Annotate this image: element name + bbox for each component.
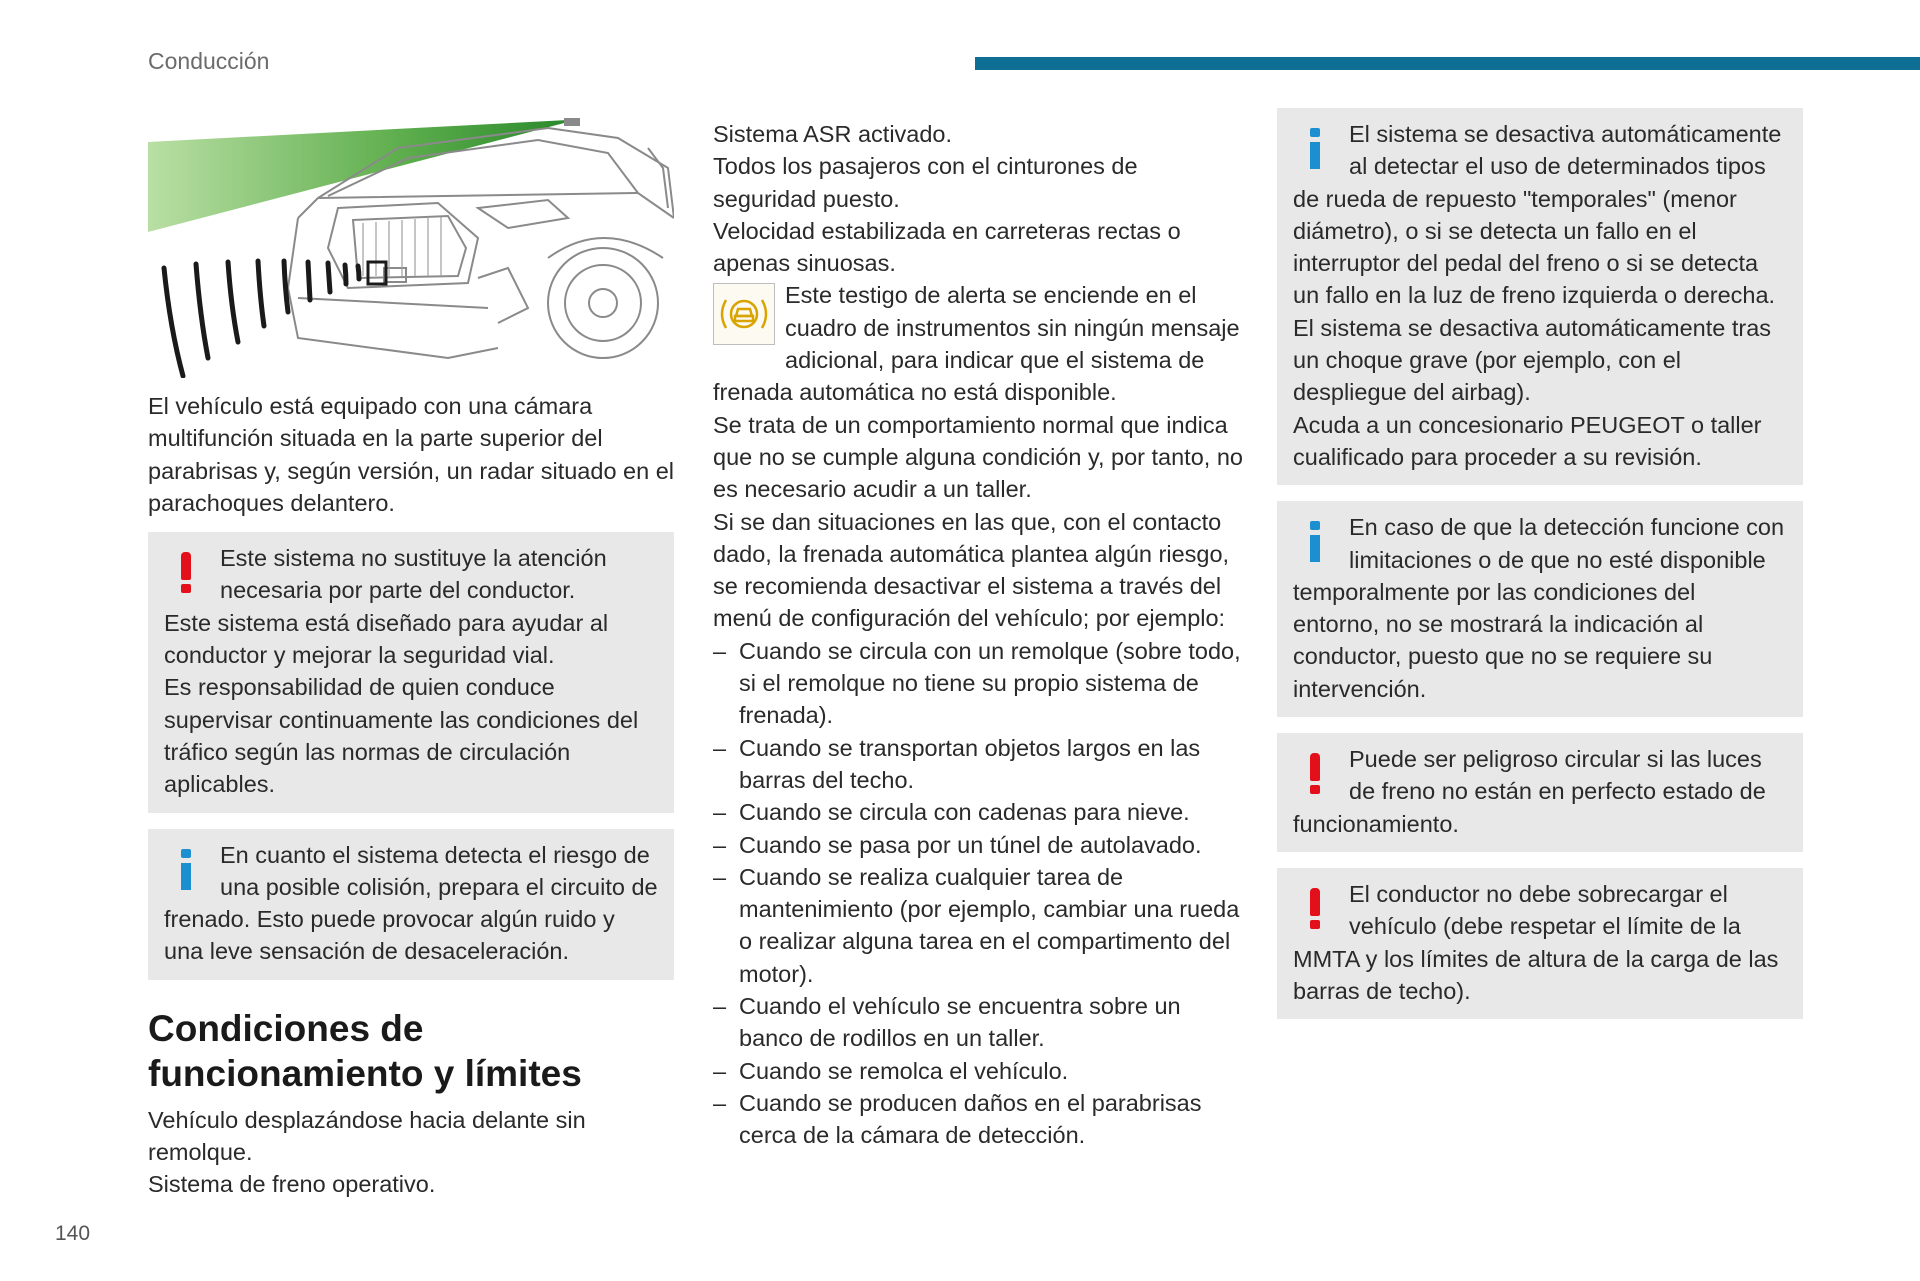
- note-text: El sistema se desactiva automáticamente al detectar el uso de determinados tipos de rueda de repuesto "temporales" (menor diámetro), o si se detecta un fallo en el interruptor del pedal del freno o si se detecta un fallo en la luz de freno izquierda o derecha.: [1293, 121, 1782, 309]
- column-1: [148, 108, 674, 1201]
- vehicle-camera-radar-illustration: [148, 108, 674, 378]
- situations-list: [713, 635, 1245, 1152]
- list-item: – Cuando se circula con un remolque (sobre todo, si el remolque no tiene su propio sistema de frenada).: [713, 637, 1241, 729]
- normal-behavior-text: Se trata de un comportamiento normal que indica que no se cumple alguna condición y, por tanto, no es necesario acudir a un taller.: [713, 411, 1243, 503]
- list-item: – Cuando se transportan objetos largos en las barras del techo.: [713, 734, 1201, 793]
- condition-item: Todos los pasajeros con el cinturones de seguridad puesto.: [713, 153, 1138, 212]
- info-note-limitations: [1277, 501, 1803, 717]
- list-item: – Cuando se producen daños en el parabrisas cerca de la cámara de detección.: [713, 1089, 1202, 1149]
- lamp-description: Este testigo de alerta se enciende en el cuadro de instrumentos sin ningún mensaje adicional, para indicar que el sistema de frenada automática no está disponible.: [713, 282, 1240, 406]
- section-heading: Condiciones de funcionamiento y límites: [148, 1007, 582, 1094]
- condition-item: Sistema ASR activado.: [713, 121, 953, 147]
- warning-note-overload: [1277, 868, 1803, 1019]
- info-icon: [1293, 511, 1349, 565]
- note-text: El conductor no debe sobrecargar el vehículo (debe respetar el límite de la MMTA y los límites de altura de la carga de las barras de techo).: [1293, 880, 1779, 1004]
- note-text: Este sistema está diseñado para ayudar al conductor y mejorar la seguridad vial.: [164, 609, 609, 669]
- situations-intro: Si se dan situaciones en las que, con el contacto dado, la frenada automática plantea algún riesgo, se recomienda desactivar el sistema a través del menú de configuración del vehículo; por ejemplo:: [713, 508, 1230, 632]
- warning-note-attention: [148, 532, 674, 812]
- column-2: [713, 118, 1245, 1152]
- list-item: – Cuando el vehículo se encuentra sobre un banco de rodillos en un taller.: [713, 993, 1181, 1052]
- info-icon: [1293, 118, 1349, 172]
- note-text: Este sistema no sustituye la atención necesaria por parte del conductor.: [220, 545, 607, 604]
- note-text: En caso de que la detección funcione con limitaciones o de que no esté disponible temporalmente por las condiciones del entorno, no se mostrará la indicación al conductor, puesto que no se requiere su intervención.: [1293, 514, 1785, 702]
- warning-note-brake-lights: [1277, 733, 1803, 852]
- condition-item: Velocidad estabilizada en carreteras rectas o apenas sinuosas.: [713, 217, 1181, 277]
- brake-warning-lamp-icon: [713, 283, 775, 345]
- note-text: En cuanto el sistema detecta el riesgo de una posible colisión, prepara el circuito de frenado. Esto puede provocar algún ruido y una leve sensación de desaceleración.: [164, 841, 658, 965]
- header-accent-bar: [975, 57, 1920, 70]
- intro-paragraph: El vehículo está equipado con una cámara multifunción situada en la parte superior del parabrisas y, según versión, un radar situado en el parachoques delantero.: [148, 393, 675, 516]
- info-note-collision: [148, 829, 674, 980]
- section-title: Conducción: [148, 48, 270, 74]
- list-item: – Cuando se circula con cadenas para nieve.: [713, 799, 1190, 826]
- list-item: – Cuando se pasa por un túnel de autolavado.: [713, 831, 1202, 858]
- note-text: El sistema se desactiva automáticamente tras un choque grave (por ejemplo, con el despliegue del airbag).: [1293, 314, 1772, 406]
- column-3: [1277, 108, 1803, 1019]
- list-item: – Cuando se realiza cualquier tarea de mantenimiento (por ejemplo, cambiar una rueda o realizar alguna tarea en el compartimento del motor).: [713, 863, 1240, 987]
- warning-lamp-paragraph: [713, 279, 1245, 408]
- list-item: – Cuando se remolca el vehículo.: [713, 1057, 1069, 1084]
- exclamation-icon: [164, 542, 220, 596]
- exclamation-icon: [1293, 878, 1349, 932]
- note-text: Puede ser peligroso circular si las luces de freno no están en perfecto estado de funcionamiento.: [1293, 746, 1766, 837]
- exclamation-icon: [1293, 743, 1349, 797]
- page-number: 140: [55, 1222, 91, 1245]
- condition-item: Vehículo desplazándose hacia delante sin remolque.: [148, 1106, 586, 1166]
- note-text: Acuda a un concesionario PEUGEOT o taller cualificado para proceder a su revisión.: [1293, 411, 1762, 470]
- info-icon: [164, 839, 220, 893]
- note-text: Es responsabilidad de quien conduce supervisar continuamente las condiciones del tráfico según las normas de circulación aplicables.: [164, 674, 639, 798]
- condition-item: Sistema de freno operativo.: [148, 1171, 436, 1198]
- info-note-deactivation: [1277, 108, 1803, 485]
